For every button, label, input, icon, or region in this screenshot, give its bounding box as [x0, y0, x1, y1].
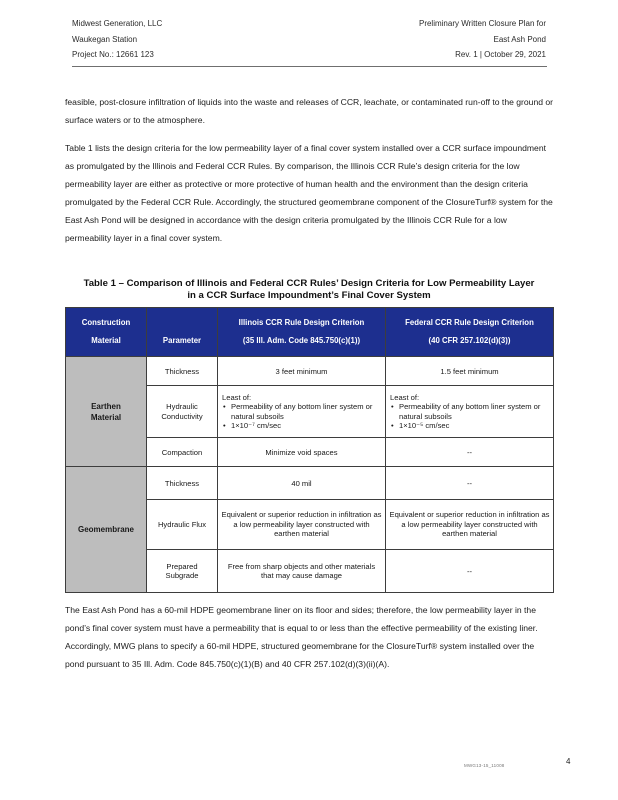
group-earthen-material	[66, 357, 147, 467]
cell-param-hydraulic-flux: Hydraulic Flux	[147, 500, 218, 550]
cell-illinois-geo-thickness: 40 mil	[218, 467, 386, 500]
hydraulic-l1: Hydraulic	[166, 402, 198, 411]
table-caption-line-2: in a CCR Surface Impoundment’s Final Cover System	[187, 290, 431, 301]
cell-federal-compaction: --	[386, 438, 554, 467]
cell-illinois-hydraulic	[218, 386, 386, 438]
table-row	[66, 357, 554, 386]
illinois-hydraulic-list	[222, 402, 382, 431]
header-project-no: Project No.: 12661 123	[72, 50, 154, 59]
subgrade-l1: Prepared	[166, 561, 198, 571]
cell-illinois-subgrade: Free from sharp objects and other materials that may cause damage	[218, 550, 386, 593]
header-federal-l2: (40 CFR 257.102(d)(3))	[428, 336, 511, 345]
list-item: • 1×10⁻⁷ cm/sec	[222, 421, 382, 431]
header-construction-l2: Material	[91, 336, 121, 345]
header-illinois-criterion	[218, 308, 386, 357]
cell-federal-flux: Equivalent or superior reduction in infiltration as a low permeability layer constructed with earthen material	[386, 500, 554, 550]
cell-param-hydraulic-conductivity	[147, 386, 218, 438]
header-federal-criterion	[386, 308, 554, 357]
cell-illinois-compaction: Minimize void spaces	[218, 438, 386, 467]
table-caption	[62, 278, 556, 302]
header-construction-l1: Construction	[81, 318, 131, 327]
cell-param-geo-thickness: Thickness	[147, 467, 218, 500]
table-caption-line-1: Table 1 – Comparison of Illinois and Federal CCR Rules’ Design Criteria for Low Permeability Layer	[83, 278, 535, 289]
federal-hydraulic-list	[390, 402, 550, 431]
group-geomembrane: Geomembrane	[66, 467, 147, 593]
earthen-label-l2: Material	[90, 412, 122, 422]
cell-federal-hydraulic	[386, 386, 554, 438]
paragraph-liner-specification: The East Ash Pond has a 60-mil HDPE geomembrane liner on its floor and sides; therefore, the low permeability layer in the pond’s final cover system must have a permeability that is equal to or less than the effective permeability of the existing liner. Accordingly, MWG plans to specify a 60-mil HDPE, structured geomembrane for the ClosureTurf® system installed over the pond pursuant to 35 Ill. Adm. Code 845.750(c)(1)(B) and 40 CFR 257.102(d)(3)(ii)(A).	[65, 605, 538, 669]
header-illinois-l2: (35 Ill. Adm. Code 845.750(c)(1))	[242, 336, 361, 345]
table-row	[66, 467, 554, 500]
header-left	[72, 16, 162, 63]
cell-federal-subgrade: --	[386, 550, 554, 593]
list-item: • 1×10⁻⁵ cm/sec	[390, 421, 550, 431]
subgrade-l2: Subgrade	[165, 571, 199, 580]
cell-federal-geo-thickness: --	[386, 467, 554, 500]
list-item: • Permeability of any bottom liner system or natural subsoils	[222, 402, 382, 421]
paragraph-table-description: Table 1 lists the design criteria for the low permeability layer of a final cover system installed over a CCR surface impoundment as promulgated by the Illinois and Federal CCR Rules. By comparison, the Illinois CCR Rule’s design criteria for the low permeability layer are either as protective or more protective of human health and the environment than the design criteria promulgated by the Federal CCR Rule. Accordingly, the structured geomembrane component of the ClosureTurf® system for the East Ash Pond will be designed in accordance with the design criteria promulgated by the Illinois CCR Rule for a low permeability layer in a final cover system.	[65, 143, 553, 243]
cell-federal-thickness: 1.5 feet minimum	[386, 357, 554, 386]
header-site: East Ash Pond	[493, 34, 546, 44]
table-header-row	[66, 308, 554, 357]
cell-param-prepared-subgrade	[147, 550, 218, 593]
paragraph-intro-continuation: feasible, post-closure infiltration of liquids into the waste and releases of CCR, leachate, or contaminated run-off to the ground or surface waters or to the atmosphere.	[65, 97, 554, 125]
header-illinois-l1: Illinois CCR Rule Design Criterion	[238, 318, 365, 327]
header-federal-l1: Federal CCR Rule Design Criterion	[405, 318, 534, 327]
header-station: Waukegan Station	[72, 34, 138, 44]
list-item: • Permeability of any bottom liner system or natural subsoils	[390, 402, 550, 421]
cell-illinois-flux: Equivalent or superior reduction in infiltration as a low permeability layer constructed with earthen material	[218, 500, 386, 550]
header-doc-title: Preliminary Written Closure Plan for	[418, 19, 546, 28]
hydraulic-l2: Conductivity	[161, 411, 203, 421]
header-construction-material	[66, 308, 147, 357]
illinois-least-of: Least of:	[222, 392, 252, 402]
header-divider	[72, 66, 547, 67]
cell-param-thickness: Thickness	[147, 357, 218, 386]
header-parameter-label: Parameter	[162, 336, 202, 345]
header-company: Midwest Generation, LLC	[72, 19, 163, 28]
page-number: 4	[566, 757, 571, 766]
bates-number: MWG13-15_11008	[464, 763, 505, 768]
header-right	[419, 16, 546, 63]
design-criteria-table	[65, 307, 554, 593]
header-revision: Rev. 1 | October 29, 2021	[455, 50, 546, 59]
header-parameter	[147, 308, 218, 357]
federal-least-of: Least of:	[390, 392, 420, 402]
earthen-label-l1: Earthen	[91, 401, 121, 411]
cell-illinois-thickness: 3 feet minimum	[218, 357, 386, 386]
cell-param-compaction: Compaction	[147, 438, 218, 467]
